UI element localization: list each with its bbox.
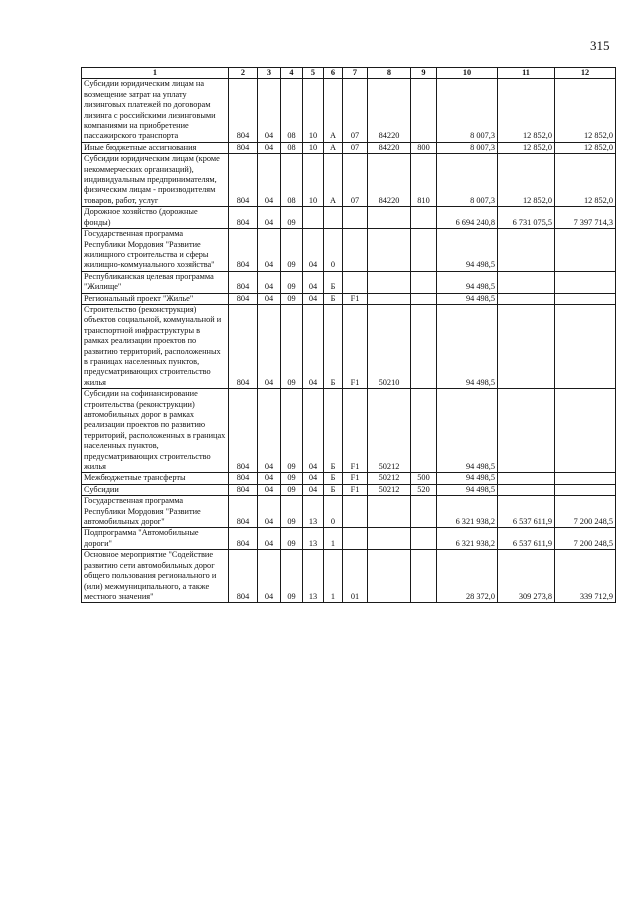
program: 13 <box>303 496 324 528</box>
program: 04 <box>303 271 324 293</box>
subsection: 09 <box>281 528 303 550</box>
expense-type <box>411 293 437 304</box>
column-header-row <box>82 68 616 79</box>
program: 04 <box>303 484 324 495</box>
section: 04 <box>258 304 281 388</box>
amount-col-11: 309 273,8 <box>498 550 555 603</box>
amount-col-12 <box>555 484 616 495</box>
subsection: 08 <box>281 154 303 207</box>
amount-col-11: 12 852,0 <box>498 154 555 207</box>
amount-col-11 <box>498 304 555 388</box>
program: 04 <box>303 473 324 484</box>
direction: 84220 <box>368 154 411 207</box>
amount-col-12: 7 397 714,3 <box>555 207 616 229</box>
direction <box>368 496 411 528</box>
direction: 50212 <box>368 484 411 495</box>
main-event: F1 <box>343 304 368 388</box>
program: 10 <box>303 79 324 142</box>
amount-col-10: 94 498,5 <box>437 271 498 293</box>
expense-type: 800 <box>411 142 437 153</box>
table-row <box>82 229 616 272</box>
amount-col-10: 8 007,3 <box>437 154 498 207</box>
subprogram: А <box>324 79 343 142</box>
expense-type <box>411 550 437 603</box>
program: 04 <box>303 304 324 388</box>
amount-col-11 <box>498 484 555 495</box>
table-row <box>82 304 616 388</box>
admin-code: 804 <box>229 473 258 484</box>
amount-col-10: 94 498,5 <box>437 473 498 484</box>
program: 13 <box>303 550 324 603</box>
row-name: Межбюджетные трансферты <box>82 473 229 484</box>
row-name: Республиканская целевая программа "Жилище" <box>82 271 229 293</box>
program: 04 <box>303 293 324 304</box>
column-header: 4 <box>281 68 303 79</box>
admin-code: 804 <box>229 229 258 272</box>
expense-type <box>411 79 437 142</box>
subprogram: Б <box>324 473 343 484</box>
amount-col-12: 12 852,0 <box>555 142 616 153</box>
table-row <box>82 79 616 142</box>
admin-code: 804 <box>229 271 258 293</box>
subprogram: А <box>324 142 343 153</box>
subprogram: А <box>324 154 343 207</box>
subprogram: Б <box>324 271 343 293</box>
amount-col-11: 6 731 075,5 <box>498 207 555 229</box>
amount-col-11 <box>498 473 555 484</box>
main-event: 07 <box>343 79 368 142</box>
amount-col-10: 6 321 938,2 <box>437 528 498 550</box>
column-header: 2 <box>229 68 258 79</box>
direction <box>368 550 411 603</box>
subsection: 09 <box>281 293 303 304</box>
direction: 50210 <box>368 304 411 388</box>
program: 04 <box>303 389 324 473</box>
table-row <box>82 473 616 484</box>
row-name: Государственная программа Республики Мордовия "Развитие автомобильных дорог" <box>82 496 229 528</box>
subprogram: Б <box>324 484 343 495</box>
subsection: 09 <box>281 484 303 495</box>
subsection: 09 <box>281 304 303 388</box>
subprogram: Б <box>324 389 343 473</box>
section: 04 <box>258 528 281 550</box>
main-event <box>343 496 368 528</box>
expense-type <box>411 528 437 550</box>
admin-code: 804 <box>229 496 258 528</box>
amount-col-10: 8 007,3 <box>437 79 498 142</box>
admin-code: 804 <box>229 293 258 304</box>
row-name: Дорожное хозяйство (дорожные фонды) <box>82 207 229 229</box>
amount-col-10: 6 694 240,8 <box>437 207 498 229</box>
section: 04 <box>258 142 281 153</box>
admin-code: 804 <box>229 484 258 495</box>
direction: 84220 <box>368 142 411 153</box>
expense-type: 520 <box>411 484 437 495</box>
expense-type <box>411 207 437 229</box>
amount-col-11: 6 537 611,9 <box>498 496 555 528</box>
main-event: F1 <box>343 473 368 484</box>
column-header: 5 <box>303 68 324 79</box>
expense-type: 500 <box>411 473 437 484</box>
table-row <box>82 142 616 153</box>
section: 04 <box>258 79 281 142</box>
direction <box>368 271 411 293</box>
subsection: 09 <box>281 389 303 473</box>
table-row <box>82 496 616 528</box>
amount-col-11: 6 537 611,9 <box>498 528 555 550</box>
subprogram: Б <box>324 293 343 304</box>
table-row <box>82 293 616 304</box>
amount-col-11 <box>498 293 555 304</box>
section: 04 <box>258 154 281 207</box>
amount-col-10: 94 498,5 <box>437 229 498 272</box>
row-name: Иные бюджетные ассигнования <box>82 142 229 153</box>
amount-col-11: 12 852,0 <box>498 79 555 142</box>
admin-code: 804 <box>229 142 258 153</box>
amount-col-11 <box>498 389 555 473</box>
amount-col-10: 28 372,0 <box>437 550 498 603</box>
amount-col-10: 94 498,5 <box>437 293 498 304</box>
subprogram: Б <box>324 304 343 388</box>
amount-col-12 <box>555 229 616 272</box>
section: 04 <box>258 207 281 229</box>
table-row <box>82 528 616 550</box>
amount-col-10: 94 498,5 <box>437 304 498 388</box>
amount-col-12: 12 852,0 <box>555 79 616 142</box>
page-number: 315 <box>590 38 610 53</box>
amount-col-12 <box>555 293 616 304</box>
main-event <box>343 528 368 550</box>
expense-type <box>411 271 437 293</box>
main-event: 07 <box>343 154 368 207</box>
main-event: F1 <box>343 389 368 473</box>
column-header: 1 <box>82 68 229 79</box>
amount-col-11 <box>498 229 555 272</box>
expense-type <box>411 304 437 388</box>
main-event <box>343 207 368 229</box>
subprogram: 0 <box>324 229 343 272</box>
program: 10 <box>303 154 324 207</box>
row-name: Строительство (реконструкция) объектов социальной, коммунальной и транспортной инфраструктуры в рамках реализации проектов по развитию территорий, расположенных в границах населенных пунктов, предусматривающих строительство жилья <box>82 304 229 388</box>
amount-col-12 <box>555 389 616 473</box>
subsection: 08 <box>281 79 303 142</box>
direction: 50212 <box>368 473 411 484</box>
section: 04 <box>258 389 281 473</box>
amount-col-10: 94 498,5 <box>437 484 498 495</box>
direction <box>368 293 411 304</box>
main-event: 07 <box>343 142 368 153</box>
column-header: 8 <box>368 68 411 79</box>
amount-col-12 <box>555 473 616 484</box>
subsection: 09 <box>281 229 303 272</box>
amount-col-12 <box>555 271 616 293</box>
section: 04 <box>258 496 281 528</box>
subsection: 08 <box>281 142 303 153</box>
table-row <box>82 271 616 293</box>
row-name: Подпрограмма "Автомобильные дороги" <box>82 528 229 550</box>
expense-type <box>411 229 437 272</box>
row-name: Региональный проект "Жилье" <box>82 293 229 304</box>
main-event: F1 <box>343 484 368 495</box>
amount-col-12 <box>555 304 616 388</box>
amount-col-12: 12 852,0 <box>555 154 616 207</box>
direction <box>368 229 411 272</box>
row-name: Основное мероприятие "Содействие развитию сети автомобильных дорог общего пользования регионального и (или) межмуниципального, а также местного значения" <box>82 550 229 603</box>
column-header: 7 <box>343 68 368 79</box>
section: 04 <box>258 484 281 495</box>
row-name: Субсидии юридическим лицам (кроме некоммерческих организаций), индивидуальным предпринимателям, физическим лицам - производителям товаров, работ, услуг <box>82 154 229 207</box>
section: 04 <box>258 229 281 272</box>
main-event: F1 <box>343 293 368 304</box>
subsection: 09 <box>281 473 303 484</box>
admin-code: 804 <box>229 154 258 207</box>
table-row <box>82 484 616 495</box>
program: 13 <box>303 528 324 550</box>
row-name: Субсидии юридическим лицам на возмещение затрат на уплату лизинговых платежей по договорам лизинга с российскими лизинговыми компаниями на приобретение пассажирского транспорта <box>82 79 229 142</box>
column-header: 10 <box>437 68 498 79</box>
column-header: 9 <box>411 68 437 79</box>
program: 10 <box>303 142 324 153</box>
main-event: 01 <box>343 550 368 603</box>
column-header: 6 <box>324 68 343 79</box>
amount-col-10: 6 321 938,2 <box>437 496 498 528</box>
direction: 50212 <box>368 389 411 473</box>
amount-col-11: 12 852,0 <box>498 142 555 153</box>
amount-col-10: 94 498,5 <box>437 389 498 473</box>
admin-code: 804 <box>229 389 258 473</box>
section: 04 <box>258 473 281 484</box>
subprogram: 1 <box>324 528 343 550</box>
expense-type <box>411 389 437 473</box>
amount-col-12: 339 712,9 <box>555 550 616 603</box>
direction: 84220 <box>368 79 411 142</box>
row-name: Субсидии на софинансирование строительства (реконструкции) автомобильных дорог в рамках реализации проектов по развитию территорий, расположенных в границах населенных пунктов, предусматривающих строительство жилья <box>82 389 229 473</box>
column-header: 3 <box>258 68 281 79</box>
admin-code: 804 <box>229 207 258 229</box>
amount-col-10: 8 007,3 <box>437 142 498 153</box>
table-body <box>82 68 616 603</box>
table-row <box>82 389 616 473</box>
expense-type <box>411 496 437 528</box>
row-name: Субсидии <box>82 484 229 495</box>
amount-col-12: 7 200 248,5 <box>555 496 616 528</box>
column-header: 11 <box>498 68 555 79</box>
subsection: 09 <box>281 550 303 603</box>
section: 04 <box>258 293 281 304</box>
subprogram: 1 <box>324 550 343 603</box>
subsection: 09 <box>281 496 303 528</box>
direction <box>368 528 411 550</box>
subprogram <box>324 207 343 229</box>
table-row <box>82 154 616 207</box>
amount-col-12: 7 200 248,5 <box>555 528 616 550</box>
amount-col-11 <box>498 271 555 293</box>
direction <box>368 207 411 229</box>
program: 04 <box>303 229 324 272</box>
subsection: 09 <box>281 207 303 229</box>
section: 04 <box>258 550 281 603</box>
table-row <box>82 207 616 229</box>
budget-table <box>81 67 616 603</box>
admin-code: 804 <box>229 528 258 550</box>
admin-code: 804 <box>229 304 258 388</box>
subprogram: 0 <box>324 496 343 528</box>
subsection: 09 <box>281 271 303 293</box>
row-name: Государственная программа Республики Мордовия "Развитие жилищного строительства и сферы жилищно-коммунального хозяйства" <box>82 229 229 272</box>
table-row <box>82 550 616 603</box>
column-header: 12 <box>555 68 616 79</box>
program <box>303 207 324 229</box>
admin-code: 804 <box>229 79 258 142</box>
main-event <box>343 271 368 293</box>
main-event <box>343 229 368 272</box>
expense-type: 810 <box>411 154 437 207</box>
admin-code: 804 <box>229 550 258 603</box>
section: 04 <box>258 271 281 293</box>
